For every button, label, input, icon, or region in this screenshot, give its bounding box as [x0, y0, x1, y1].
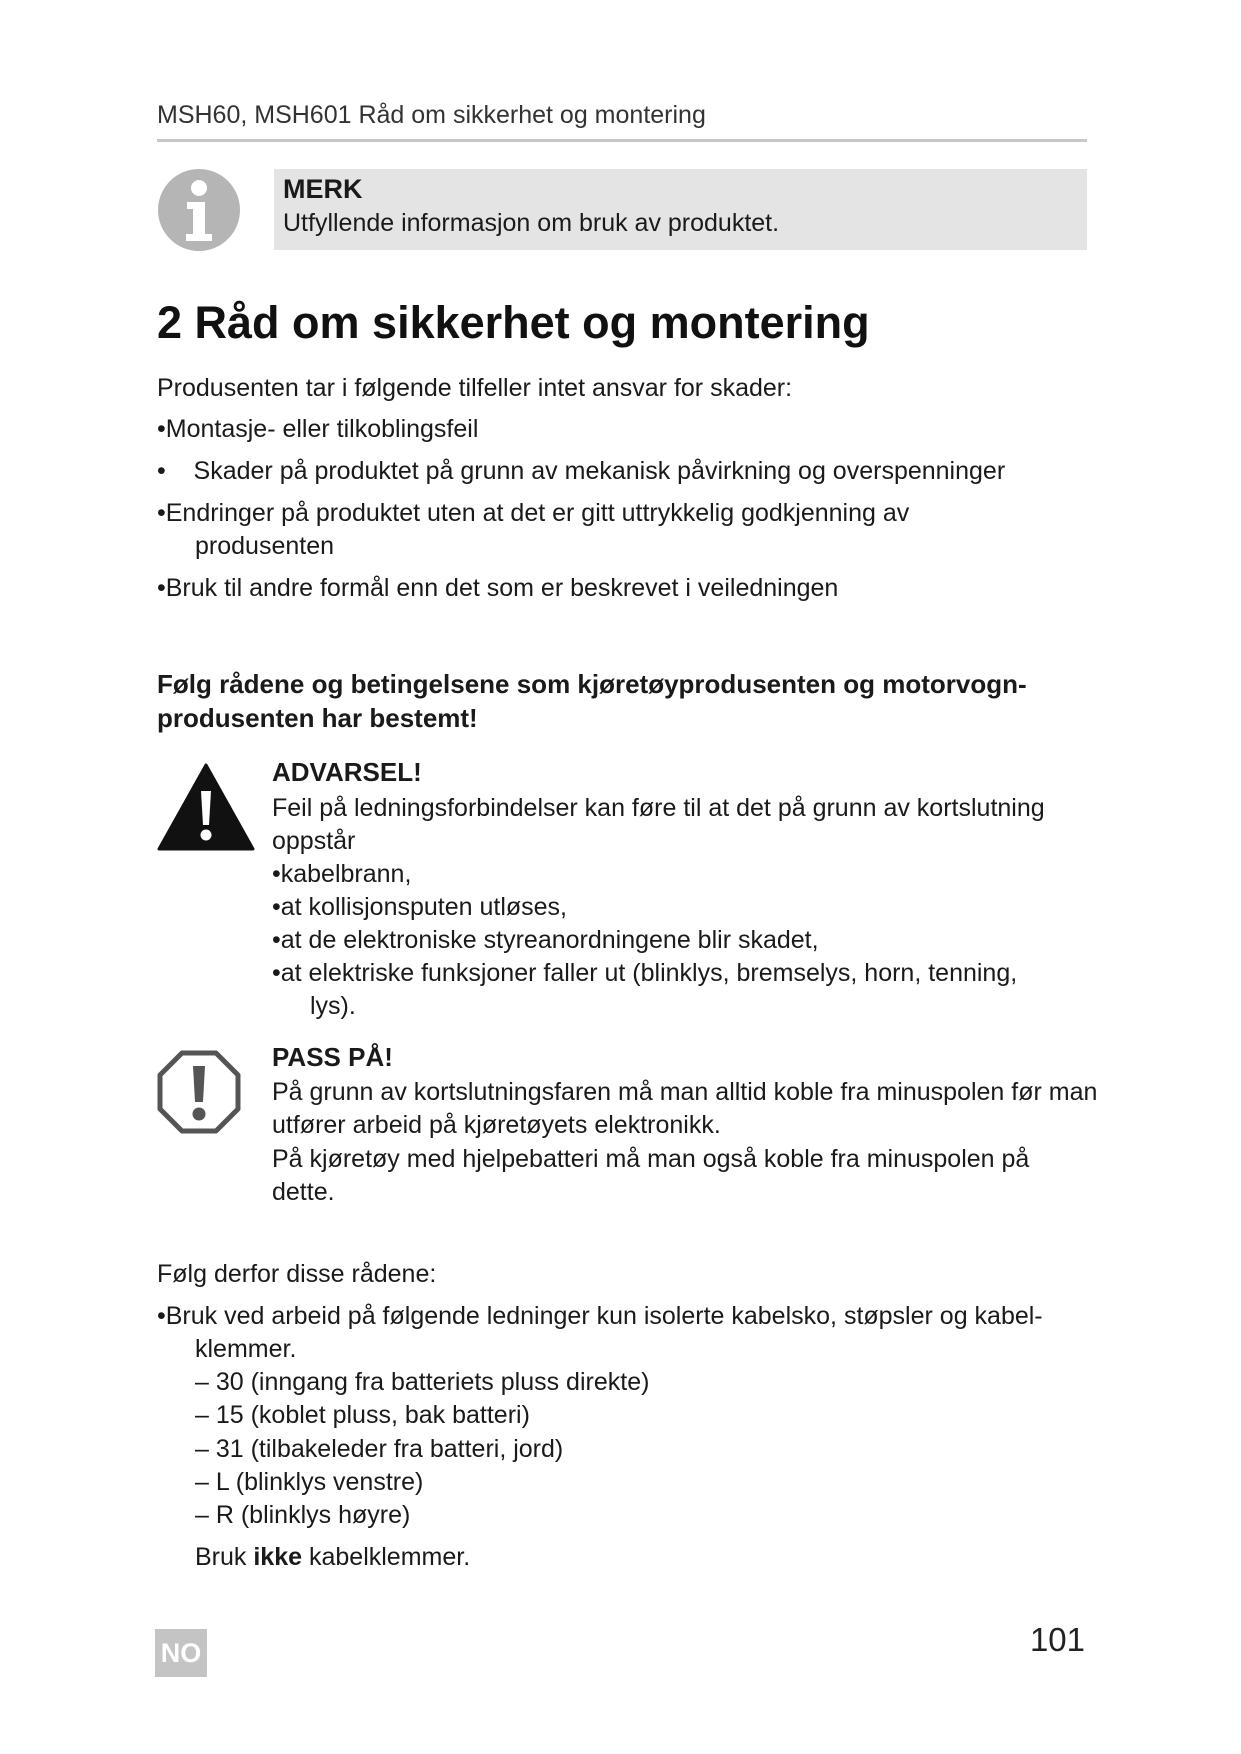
wire-item: – 30 (inngang fra batteriets pluss direkte)	[195, 1368, 650, 1396]
list-item: •Bruk til andre formål enn det som er beskrevet i veiledningen	[157, 574, 839, 602]
advice-final-prefix: Bruk	[195, 1543, 254, 1571]
warning-item: •kabelbrann,	[272, 860, 412, 888]
note-text: Utfyllende informasjon om bruk av produktet.	[283, 209, 780, 237]
caution-octagon-icon	[157, 1050, 241, 1134]
list-item: • Skader på produktet på grunn av mekanisk påvirkning og overspenninger	[157, 457, 1006, 485]
caution-text: dette.	[272, 1178, 335, 1206]
warning-item: •at elektriske funksjoner faller ut (blinklys, bremselys, horn, tenning,	[272, 959, 1018, 987]
warning-item: •at de elektroniske styreanordningene blir skadet,	[272, 926, 819, 954]
advice-final-note	[195, 1541, 470, 1574]
warning-triangle-icon	[157, 763, 255, 851]
warning-title: ADVARSEL!	[272, 757, 422, 787]
running-header: MSH60, MSH601 Råd om sikkerhet og montering	[157, 101, 706, 129]
caution-text: På grunn av kortslutningsfaren må man alltid koble fra minuspolen før man	[272, 1078, 1098, 1106]
advice-intro: Følg derfor disse rådene:	[157, 1260, 437, 1288]
note-title: MERK	[283, 174, 363, 204]
list-item: •Montasje- eller tilkoblingsfeil	[157, 415, 479, 443]
wire-item: – L (blinklys venstre)	[195, 1468, 424, 1496]
header-divider	[157, 139, 1087, 142]
warning-item-continuation: lys).	[310, 992, 356, 1020]
section-title: 2 Råd om sikkerhet og montering	[157, 297, 870, 348]
intro-text: Produsenten tar i følgende tilfeller intet ansvar for skader:	[157, 374, 793, 402]
advice-final-suffix: kabelklemmer.	[302, 1543, 471, 1571]
caution-text: utfører arbeid på kjøretøyets elektronikk.	[272, 1111, 721, 1139]
wire-item: – 15 (koblet pluss, bak batteri)	[195, 1401, 530, 1429]
advice-item: •Bruk ved arbeid på følgende ledninger kun isolerte kabelsko, støpsler og kabel-	[157, 1302, 1043, 1330]
info-icon	[157, 168, 241, 252]
caution-title: PASS PÅ!	[272, 1042, 393, 1072]
caution-text: På kjøretøy med hjelpebatteri må man også koble fra minuspolen på	[272, 1145, 1030, 1173]
advice-final-bold: ikke	[253, 1543, 303, 1571]
advice-item-continuation: klemmer.	[195, 1335, 297, 1363]
wire-item: – 31 (tilbakeleder fra batteri, jord)	[195, 1435, 564, 1463]
warning-text: Feil på ledningsforbindelser kan føre til at det på grunn av kortslutning	[272, 794, 1045, 822]
list-item: •Endringer på produktet uten at det er gitt uttrykkelig godkjenning av	[157, 499, 910, 527]
page-number: 101	[1029, 1621, 1085, 1658]
warning-item: •at kollisjonsputen utløses,	[272, 893, 568, 921]
bold-notice-line: Følg rådene og betingelsene som kjøretøyprodusenten og motorvogn-	[157, 669, 1027, 699]
list-item-continuation: produsenten	[195, 532, 335, 560]
warning-text: oppstår	[272, 827, 356, 855]
wire-item: – R (blinklys høyre)	[195, 1501, 411, 1529]
bold-notice-line: produsenten har bestemt!	[157, 703, 478, 733]
language-badge: NO	[155, 1629, 207, 1677]
